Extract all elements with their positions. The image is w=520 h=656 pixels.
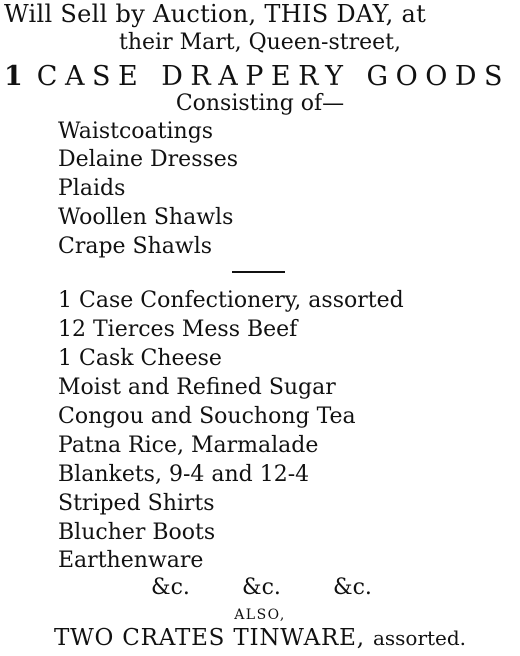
drapery-item: Delaine Dresses xyxy=(58,147,239,172)
consisting-of-label: Consisting of— xyxy=(175,91,345,116)
auction-location: their Mart, Queen-street, xyxy=(119,30,401,55)
goods-item: Striped Shirts xyxy=(58,491,215,516)
lot-quantity: 1 xyxy=(4,61,23,92)
tinware-lot xyxy=(0,627,520,650)
goods-item: Patna Rice, Marmalade xyxy=(58,433,319,458)
etcetera-mark: &c. xyxy=(242,575,281,600)
goods-item: 1 Case Confectionery, assorted xyxy=(58,288,404,313)
goods-item: Moist and Refined Sugar xyxy=(58,375,336,400)
section-divider xyxy=(232,271,285,273)
etcetera-mark: &c. xyxy=(151,575,190,600)
goods-item: Congou and Souchong Tea xyxy=(58,404,356,429)
drapery-item: Crape Shawls xyxy=(58,234,213,259)
auction-announcement: Will Sell by Auction, THIS DAY, at xyxy=(4,0,427,28)
goods-item: 1 Cask Cheese xyxy=(58,346,222,371)
tinware-lot-text: TWO CRATES TINWARE, xyxy=(53,625,365,651)
drapery-item: Plaids xyxy=(58,176,126,201)
drapery-item: Waistcoatings xyxy=(58,119,214,144)
tinware-lot-suffix: assorted. xyxy=(372,626,467,650)
drapery-item: Woollen Shawls xyxy=(58,205,234,230)
goods-item: Blankets, 9-4 and 12-4 xyxy=(58,462,310,487)
lot-headline xyxy=(4,63,510,90)
goods-item: Earthenware xyxy=(58,548,204,573)
lot-headline-text: CASE DRAPERY GOODS xyxy=(36,61,510,92)
also-label: ALSO, xyxy=(234,607,286,623)
etcetera-mark: &c. xyxy=(333,575,372,600)
goods-item: Blucher Boots xyxy=(58,520,216,545)
goods-item: 12 Tierces Mess Beef xyxy=(58,317,298,342)
